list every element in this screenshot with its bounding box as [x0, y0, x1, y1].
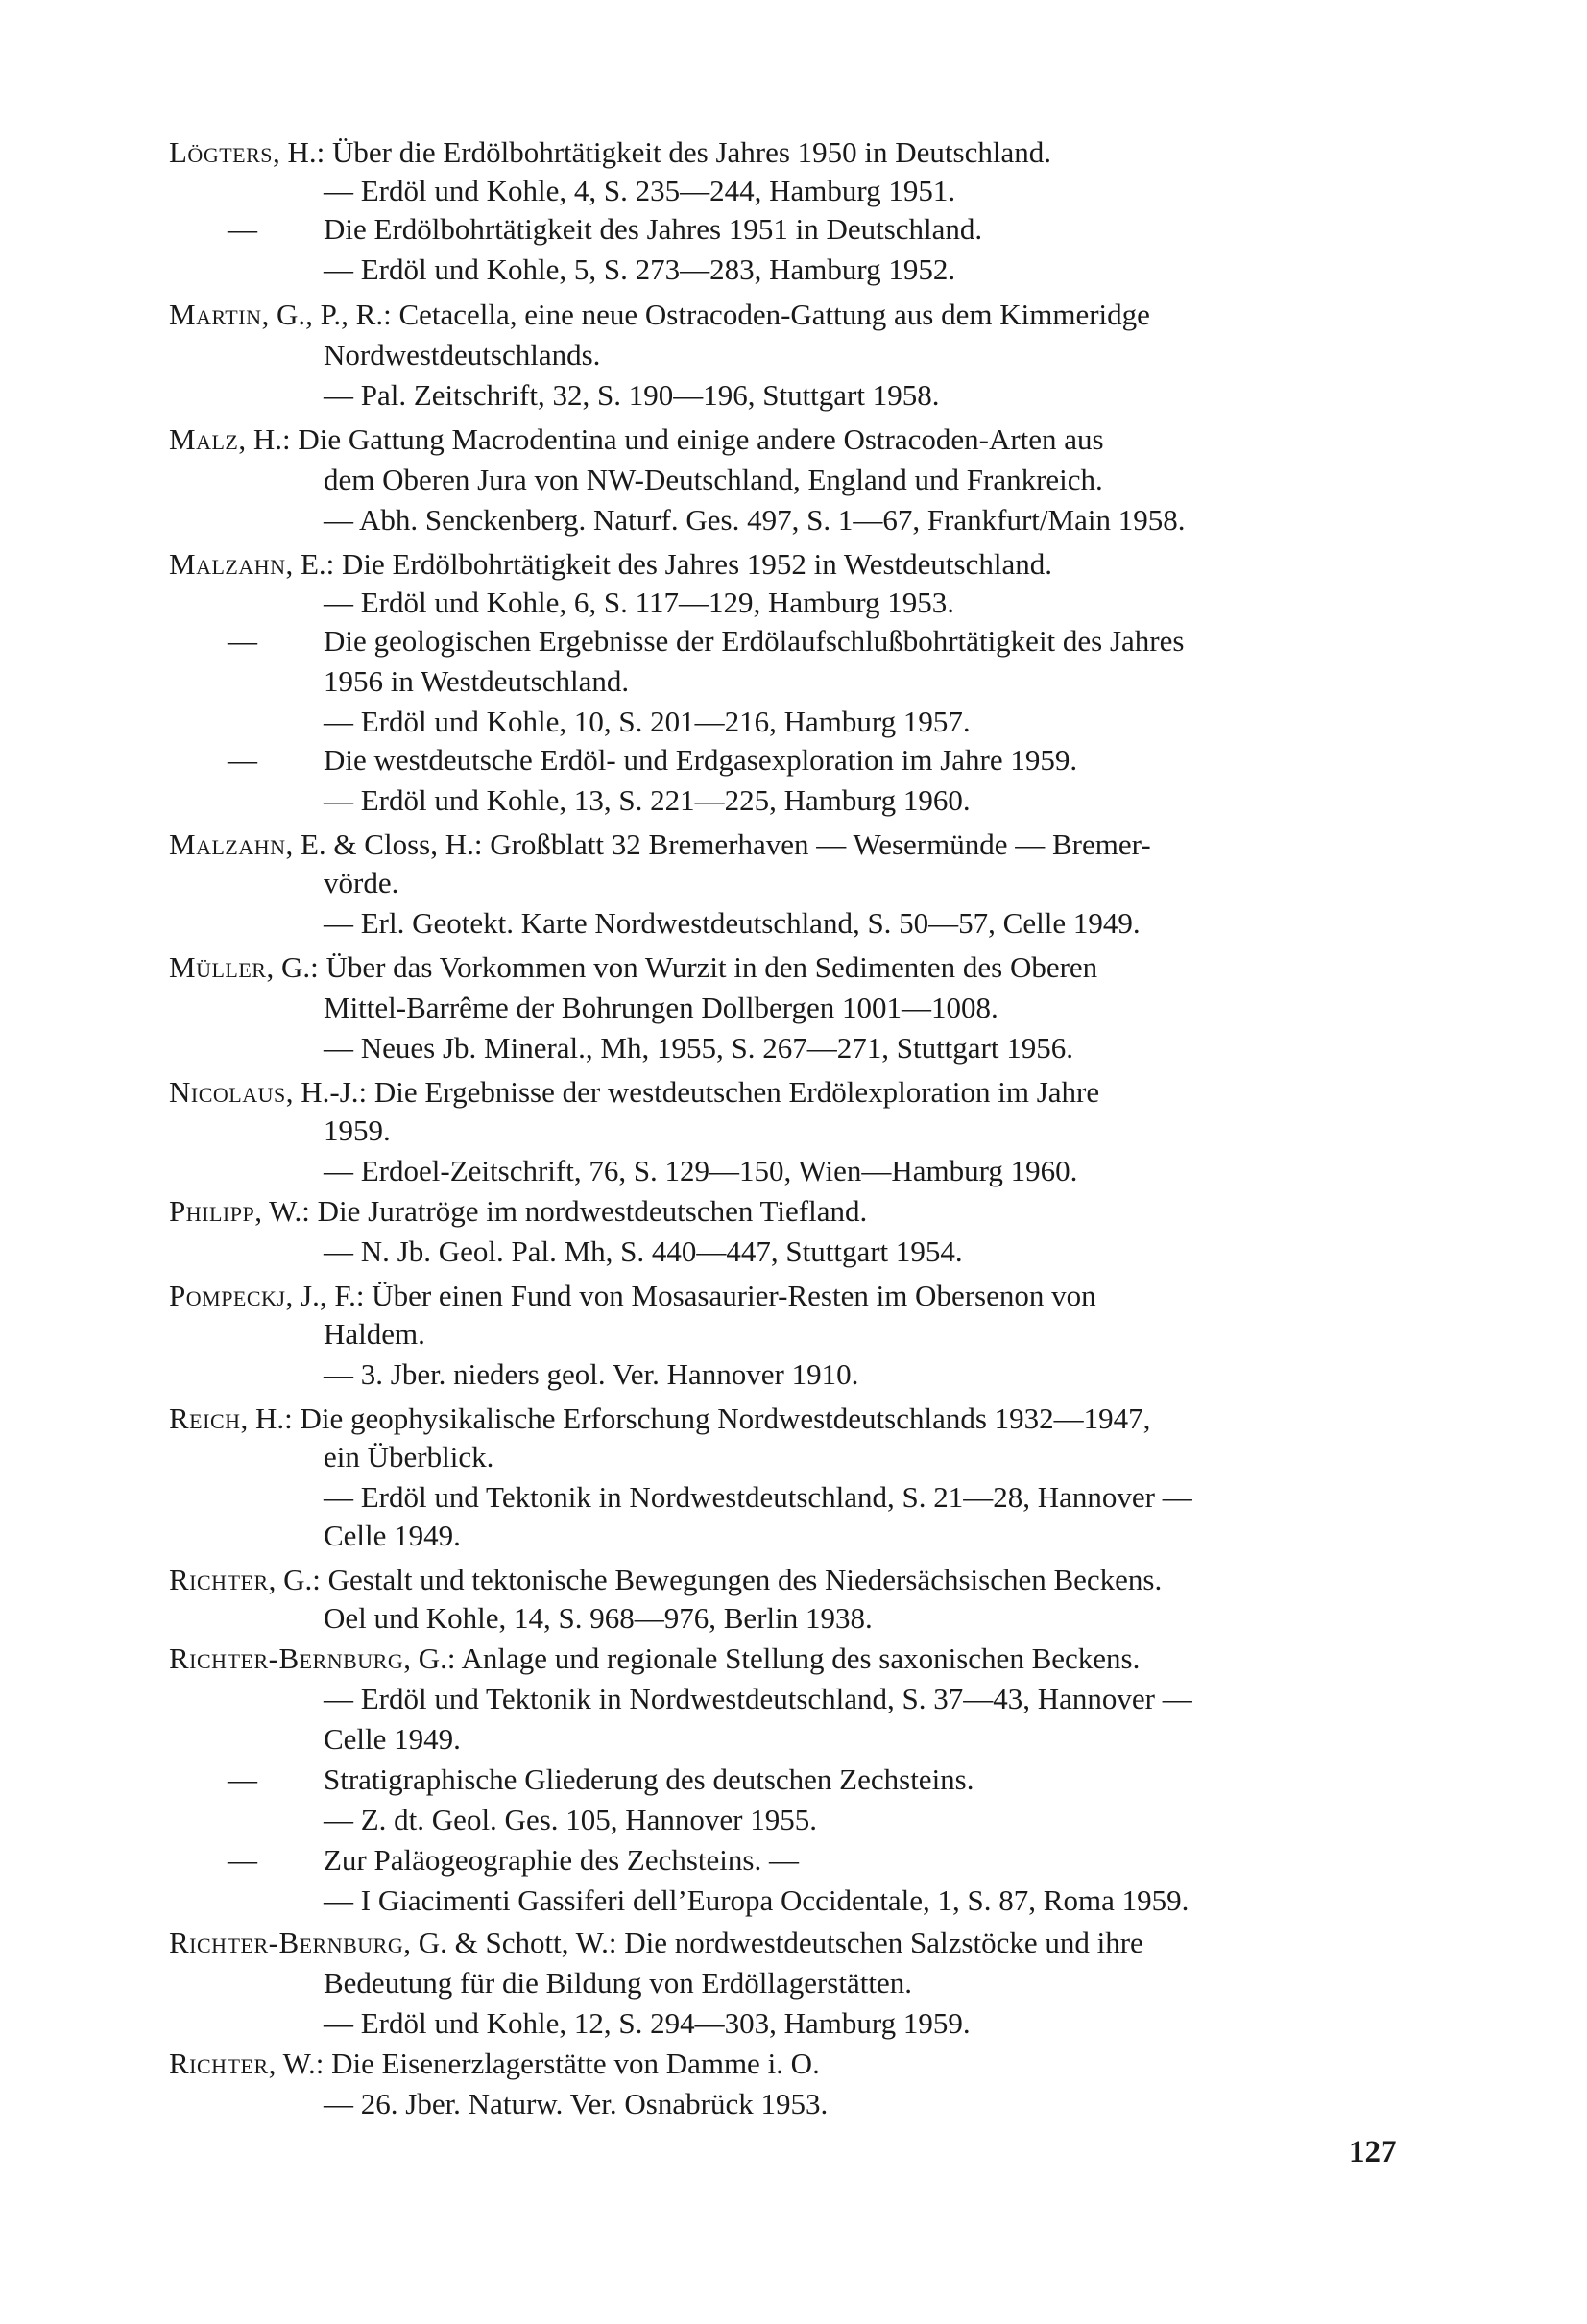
entry-line: dem Oberen Jura von NW-Deutschland, England und Frankreich. [324, 463, 1103, 496]
entry-line: Stratigraphische Gliederung des deutschen Zechsteins. [324, 1762, 974, 1796]
entry-line: ein Überblick. [324, 1440, 494, 1473]
entry-line: — Erl. Geotekt. Karte Nordwestdeutschland, S. 50—57, Celle 1949. [324, 906, 1141, 940]
entry-line: — 3. Jber. nieders geol. Ver. Hannover 1910. [324, 1357, 859, 1391]
repeat-author-dash: — [228, 212, 257, 246]
entry-head-line [169, 2048, 820, 2078]
entry-head-line [169, 1643, 1390, 1673]
entry-head-line [169, 1281, 1390, 1310]
entry-head-line [169, 1077, 1390, 1107]
entry-line: — Erdöl und Kohle, 12, S. 294—303, Hamburg 1959. [324, 2006, 971, 2040]
entry-head-line [169, 1403, 1390, 1433]
repeat-author-dash: — [228, 1762, 257, 1796]
entry-line: — Erdöl und Kohle, 6, S. 117—129, Hamburg 1953. [324, 586, 954, 619]
entry-line: Celle 1949. [324, 1519, 461, 1552]
entry-head-line [169, 137, 1390, 167]
page-number: 127 [1349, 2135, 1397, 2169]
author-name: Martin [169, 298, 262, 331]
author-name: Reich [169, 1402, 241, 1435]
entry-head-line [169, 549, 1052, 579]
entry-text: , W.: Die Juratröge im nordwestdeutschen Tiefland. [254, 1194, 868, 1228]
author-name: Pompeckj [169, 1279, 286, 1312]
entry-head-line [169, 952, 1390, 982]
entry-line: — Erdöl und Kohle, 13, S. 221—225, Hamburg 1960. [324, 783, 971, 817]
entry-line: Die westdeutsche Erdöl- und Erdgasexploration im Jahre 1959. [324, 743, 1078, 777]
author-name: Nicolaus [169, 1075, 286, 1109]
entry-line: Nordwestdeutschlands. [324, 338, 601, 371]
entry-line: — 26. Jber. Naturw. Ver. Osnabrück 1953. [324, 2087, 829, 2120]
entry-text: , H.: Die geophysikalische Erforschung Nordwestdeutschlands 1932—1947, [240, 1402, 1151, 1435]
entry-head-line [169, 299, 1390, 329]
entry-line: — Neues Jb. Mineral., Mh, 1955, S. 267—271, Stuttgart 1956. [324, 1031, 1073, 1065]
entry-text: , E. & Closs, H.: Großblatt 32 Bremerhaven — Wesermünde — Bremer- [285, 827, 1151, 861]
entry-text: , W.: Die Eisenerzlagerstätte von Damme i. O. [268, 2047, 820, 2080]
entry-line: Oel und Kohle, 14, S. 968—976, Berlin 1938. [324, 1601, 873, 1635]
entry-text: , G.: Anlage und regionale Stellung des saxonischen Beckens. [403, 1641, 1141, 1675]
entry-line: — Erdöl und Tektonik in Nordwestdeutschland, S. 21—28, Hannover — [324, 1480, 1192, 1514]
entry-text: , G.: Gestalt und tektonische Bewegungen des Niedersächsischen Beckens. [268, 1563, 1163, 1596]
author-name: Müller [169, 950, 267, 984]
entry-line: — I Giacimenti Gassiferi dell’Europa Occidentale, 1, S. 87, Roma 1959. [324, 1883, 1190, 1917]
repeat-author-dash: — [228, 743, 257, 777]
entry-text: , H.-J.: Die Ergebnisse der westdeutschen Erdölexploration im Jahre [285, 1075, 1100, 1109]
author-name: Malzahn [169, 827, 286, 861]
entry-line: Bedeutung für die Bildung von Erdöllagerstätten. [324, 1966, 912, 2000]
entry-head-line [169, 1565, 1390, 1594]
entry-line: Mittel-Barrême der Bohrungen Dollbergen 1001—1008. [324, 991, 998, 1024]
author-name: Lögters [169, 135, 273, 169]
repeat-author-dash: — [228, 624, 257, 658]
author-name: Richter [169, 1563, 269, 1596]
entry-line: Zur Paläogeographie des Zechsteins. — [324, 1843, 799, 1877]
entry-line: Die Erdölbohrtätigkeit des Jahres 1951 in Deutschland. [324, 212, 983, 246]
author-name: Malz [169, 422, 239, 456]
entry-line: Die geologischen Ergebnisse der Erdölaufschlußbohrtätigkeit des Jahres [324, 624, 1185, 658]
author-name: Richter-Bernburg [169, 1641, 404, 1675]
entry-text: , H.: Die Gattung Macrodentina und einige andere Ostracoden-Arten aus [238, 422, 1104, 456]
entry-text: , H.: Über die Erdölbohrtätigkeit des Jahres 1950 in Deutschland. [273, 135, 1051, 169]
entry-line: Celle 1949. [324, 1722, 461, 1756]
entry-text: , E.: Die Erdölbohrtätigkeit des Jahres 1952 in Westdeutschland. [285, 547, 1052, 581]
entry-line: — Z. dt. Geol. Ges. 105, Hannover 1955. [324, 1803, 817, 1836]
entry-line: — Erdöl und Kohle, 4, S. 235—244, Hamburg 1951. [324, 174, 956, 207]
entry-head-line [169, 1928, 1390, 1957]
entry-line: — Erdöl und Kohle, 10, S. 201—216, Hamburg 1957. [324, 705, 971, 738]
entry-head-line [169, 1196, 867, 1226]
entry-line: 1956 in Westdeutschland. [324, 664, 630, 698]
entry-text: , J., F.: Über einen Fund von Mosasaurier-Resten im Obersenon von [285, 1279, 1096, 1312]
author-name: Richter-Bernburg [169, 1926, 404, 1959]
author-name: Philipp [169, 1194, 255, 1228]
entry-line: vörde. [324, 866, 399, 899]
entry-head-line [169, 424, 1390, 454]
entry-line: Haldem. [324, 1317, 425, 1351]
entry-line: — N. Jb. Geol. Pal. Mh, S. 440—447, Stuttgart 1954. [324, 1234, 963, 1268]
author-name: Malzahn [169, 547, 286, 581]
entry-line: — Erdoel-Zeitschrift, 76, S. 129—150, Wien—Hamburg 1960. [324, 1154, 1078, 1187]
entry-line: — Abh. Senckenberg. Naturf. Ges. 497, S. 1—67, Frankfurt/Main 1958. [324, 503, 1186, 537]
entry-text: , G., P., R.: Cetacella, eine neue Ostracoden-Gattung aus dem Kimmeridge [261, 298, 1150, 331]
entry-head-line [169, 829, 1390, 859]
entry-line: — Pal. Zeitschrift, 32, S. 190—196, Stuttgart 1958. [324, 378, 940, 412]
entry-line: 1959. [324, 1114, 391, 1147]
entry-text: , G. & Schott, W.: Die nordwestdeutschen Salzstöcke und ihre [403, 1926, 1143, 1959]
entry-text: , G.: Über das Vorkommen von Wurzit in den Sedimenten des Oberen [266, 950, 1098, 984]
repeat-author-dash: — [228, 1843, 257, 1877]
author-name: Richter [169, 2047, 269, 2080]
entry-line: — Erdöl und Tektonik in Nordwestdeutschland, S. 37—43, Hannover — [324, 1682, 1192, 1715]
entry-line: — Erdöl und Kohle, 5, S. 273—283, Hamburg 1952. [324, 252, 956, 286]
